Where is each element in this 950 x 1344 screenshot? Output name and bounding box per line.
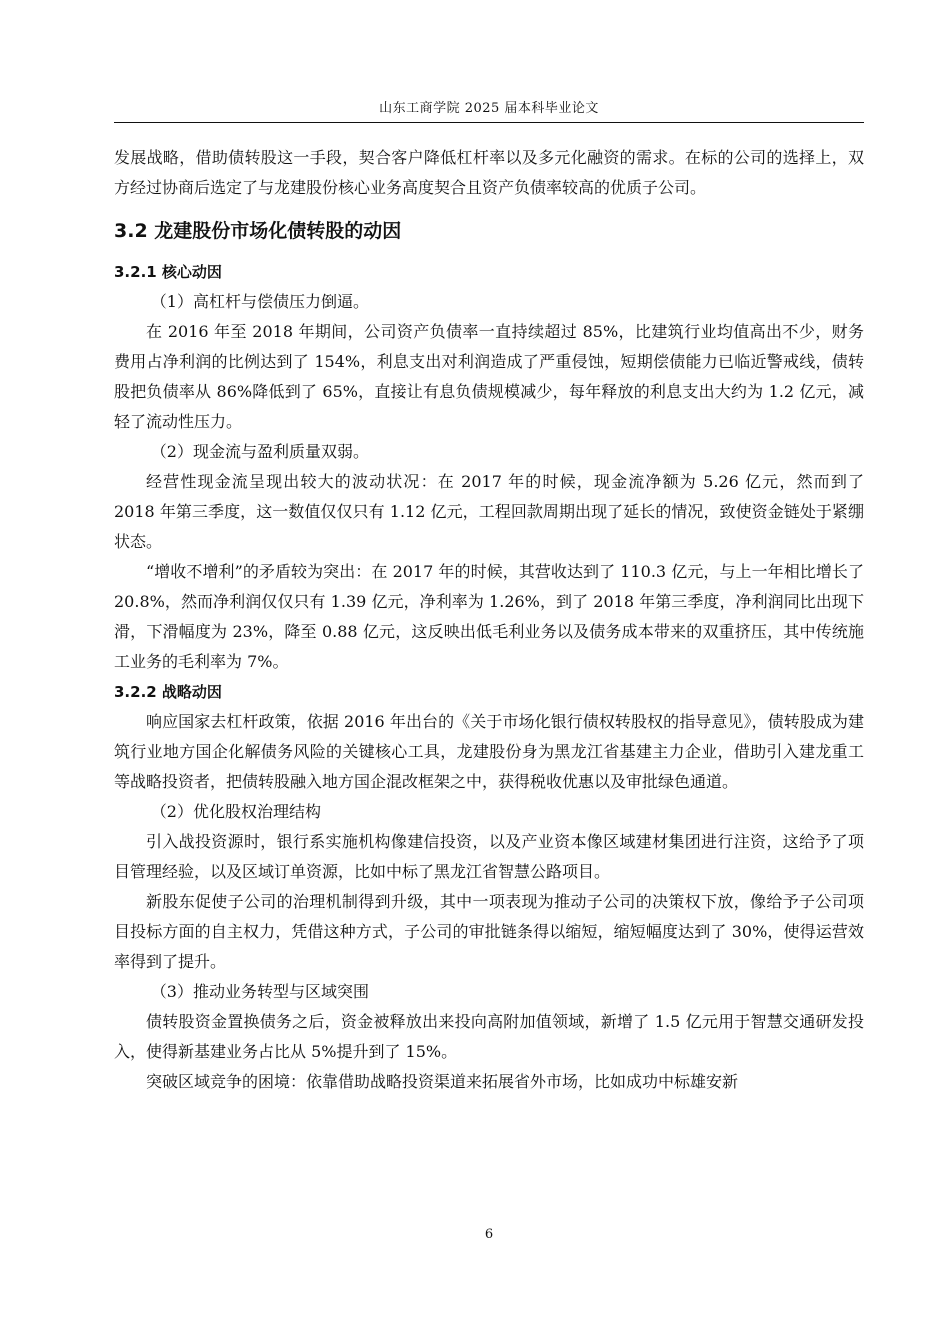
header-rule xyxy=(114,122,864,123)
paragraph-policy: 响应国家去杠杆政策，依据 2016 年出台的《关于市场化银行债权转股权的指导意见》，债转股成为建筑行业地方国企化解债务风险的关键核心工具，龙建股份身为黑龙江省基建主力企业，借助引入建龙重工等战略投资者，把债转股融入地方国企混改框架之中，获得税收优惠以及审批绿色通道。 xyxy=(114,712,864,791)
section-heading-3-2: 3.2 龙建股份市场化债转股的动因 xyxy=(114,220,402,242)
list-item-cashflow: （2）现金流与盈利质量双弱。 xyxy=(150,442,369,461)
list-item-governance: （2）优化股权治理结构 xyxy=(150,802,321,821)
paragraph-leverage: 在 2016 年至 2018 年期间，公司资产负债率一直持续超过 85%，比建筑行业均值高出不少，财务费用占净利润的比例达到了 154%，利息支出对利润造成了严重侵蚀，短期偿债能力已临近警戒线，债转股把负债率从 86%降低到了 65%，直接让有息负债规模减少，每年释放的利息支出大约为 1.2 亿元，减轻了流动性压力。 xyxy=(114,322,864,431)
paragraph-regional: 突破区域竞争的困境：依靠借助战略投资渠道来拓展省外市场，比如成功中标雄安新 xyxy=(146,1072,739,1091)
page-number: 6 xyxy=(484,1227,494,1242)
paragraph-funds: 债转股资金置换债务之后，资金被释放出来投向高附加值领域，新增了 1.5 亿元用于智慧交通研发投入，使得新基建业务占比从 5%提升到了 15%。 xyxy=(114,1012,864,1061)
page-body xyxy=(114,143,864,1097)
paragraph-continuation: 发展战略，借助债转股这一手段，契合客户降低杠杆率以及多元化融资的需求。在标的公司的选择上，双方经过协商后选定了与龙建股份核心业务高度契合且资产负债率较高的优质子公司。 xyxy=(114,148,864,197)
page-header: 山东工商学院 2025 届本科毕业论文 xyxy=(379,101,599,116)
paragraph-governance: 新股东促使子公司的治理机制得到升级，其中一项表现为推动子公司的决策权下放，像给予子公司项目投标方面的自主权力，凭借这种方式，子公司的审批链条得以缩短，缩短幅度达到了 30%，使得运营效率得到了提升。 xyxy=(114,892,864,971)
subsection-heading-3-2-2: 3.2.2 战略动因 xyxy=(114,683,222,701)
subsection-heading-3-2-1: 3.2.1 核心动因 xyxy=(114,263,222,281)
paragraph-investors: 引入战投资源时，银行系实施机构像建信投资，以及产业资本像区域建材集团进行注资，这给予了项目管理经验，以及区域订单资源，比如中标了黑龙江省智慧公路项目。 xyxy=(114,832,864,881)
paragraph-profit: “增收不增利”的矛盾较为突出：在 2017 年的时候，其营收达到了 110.3 亿元，与上一年相比增长了 20.8%，然而净利润仅仅只有 1.39 亿元，净利率为 1.26%，到了 2018 年第三季度，净利润同比出现下滑，下滑幅度为 23%，降至 0.88 亿元，这反映出低毛利业务以及债务成本带来的双重挤压，其中传统施工业务的毛利率为 7%。 xyxy=(114,562,864,671)
list-item-high-leverage: （1）高杠杆与偿债压力倒逼。 xyxy=(150,292,369,311)
list-item-transformation: （3）推动业务转型与区域突围 xyxy=(150,982,369,1001)
paragraph-cashflow: 经营性现金流呈现出较大的波动状况：在 2017 年的时候，现金流净额为 5.26 亿元，然而到了 2018 年第三季度，这一数值仅仅只有 1.12 亿元，工程回款周期出现了延长的情况，致使资金链处于紧绷状态。 xyxy=(114,472,864,551)
